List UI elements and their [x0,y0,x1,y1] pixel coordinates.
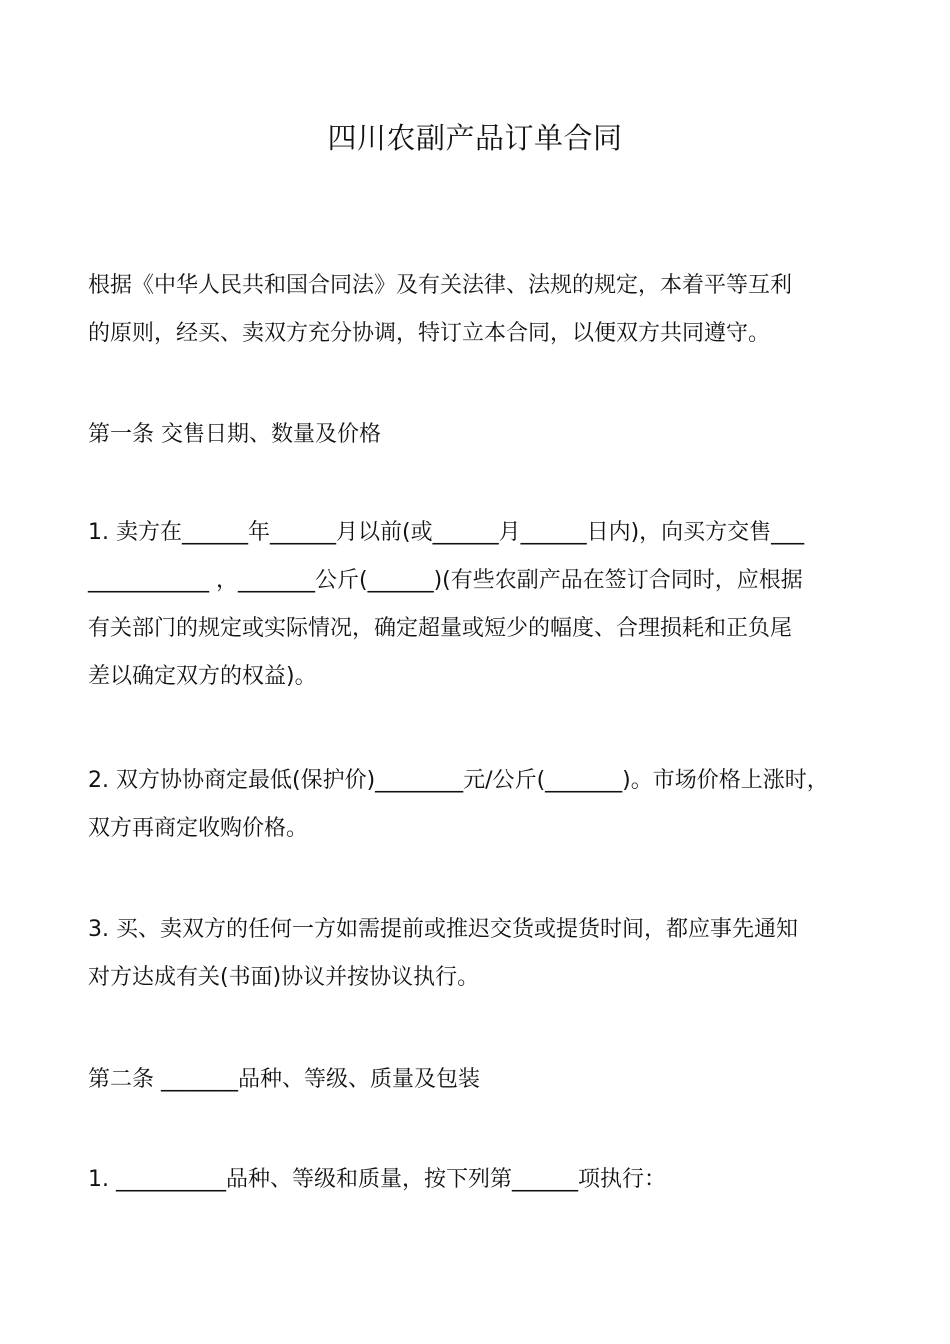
clause-1-2-line-1: 2. 双方协协商定最低(保护价)________元/公斤(_______)。市场价格上涨时， [88,768,829,793]
clause-1-1-line-3: 有关部门的规定或实际情况，确定超量或短少的幅度、合理损耗和正负尾 [88,616,793,641]
article-1-heading [88,411,878,459]
clause-1-1-line-2: ___________ ，_______公斤(______)(有些农副产品在签订合同时，应根据 [88,568,803,593]
article-2-heading [88,1056,878,1104]
article-1-heading-text: 第一条 交售日期、数量及价格 [88,422,381,447]
article-2-heading-text: 第二条 _______品种、等级、质量及包装 [88,1067,480,1092]
article-1-clause-3 [88,906,878,1002]
clause-1-1-line-1: 1. 卖方在______年______月以前(或______月______日内)，向买方交售___ [88,520,805,545]
article-1-clause-2 [88,757,878,853]
clause-1-1-line-4: 差以确定双方的权益)。 [88,664,317,689]
intro-paragraph [88,262,878,358]
article-1-clause-1 [88,509,878,701]
intro-line-2: 的原则，经买、卖双方充分协调，特订立本合同，以便双方共同遵守。 [88,321,771,346]
clause-1-3-line-1: 3. 买、卖双方的任何一方如需提前或推迟交货或提货时间，都应事先通知 [88,917,798,942]
document-title: 四川农副产品订单合同 [327,121,623,155]
article-2-clause-1 [88,1156,878,1204]
clause-1-3-line-2: 对方达成有关(书面)协议并按协议执行。 [88,965,480,990]
clause-1-2-line-2: 双方再商定收购价格。 [88,816,309,841]
clause-2-1-line-1: 1. __________品种、等级和质量，按下列第______项执行： [88,1167,666,1192]
intro-line-1: 根据《中华人民共和国合同法》及有关法律、法规的规定，本着平等互利 [88,273,793,298]
